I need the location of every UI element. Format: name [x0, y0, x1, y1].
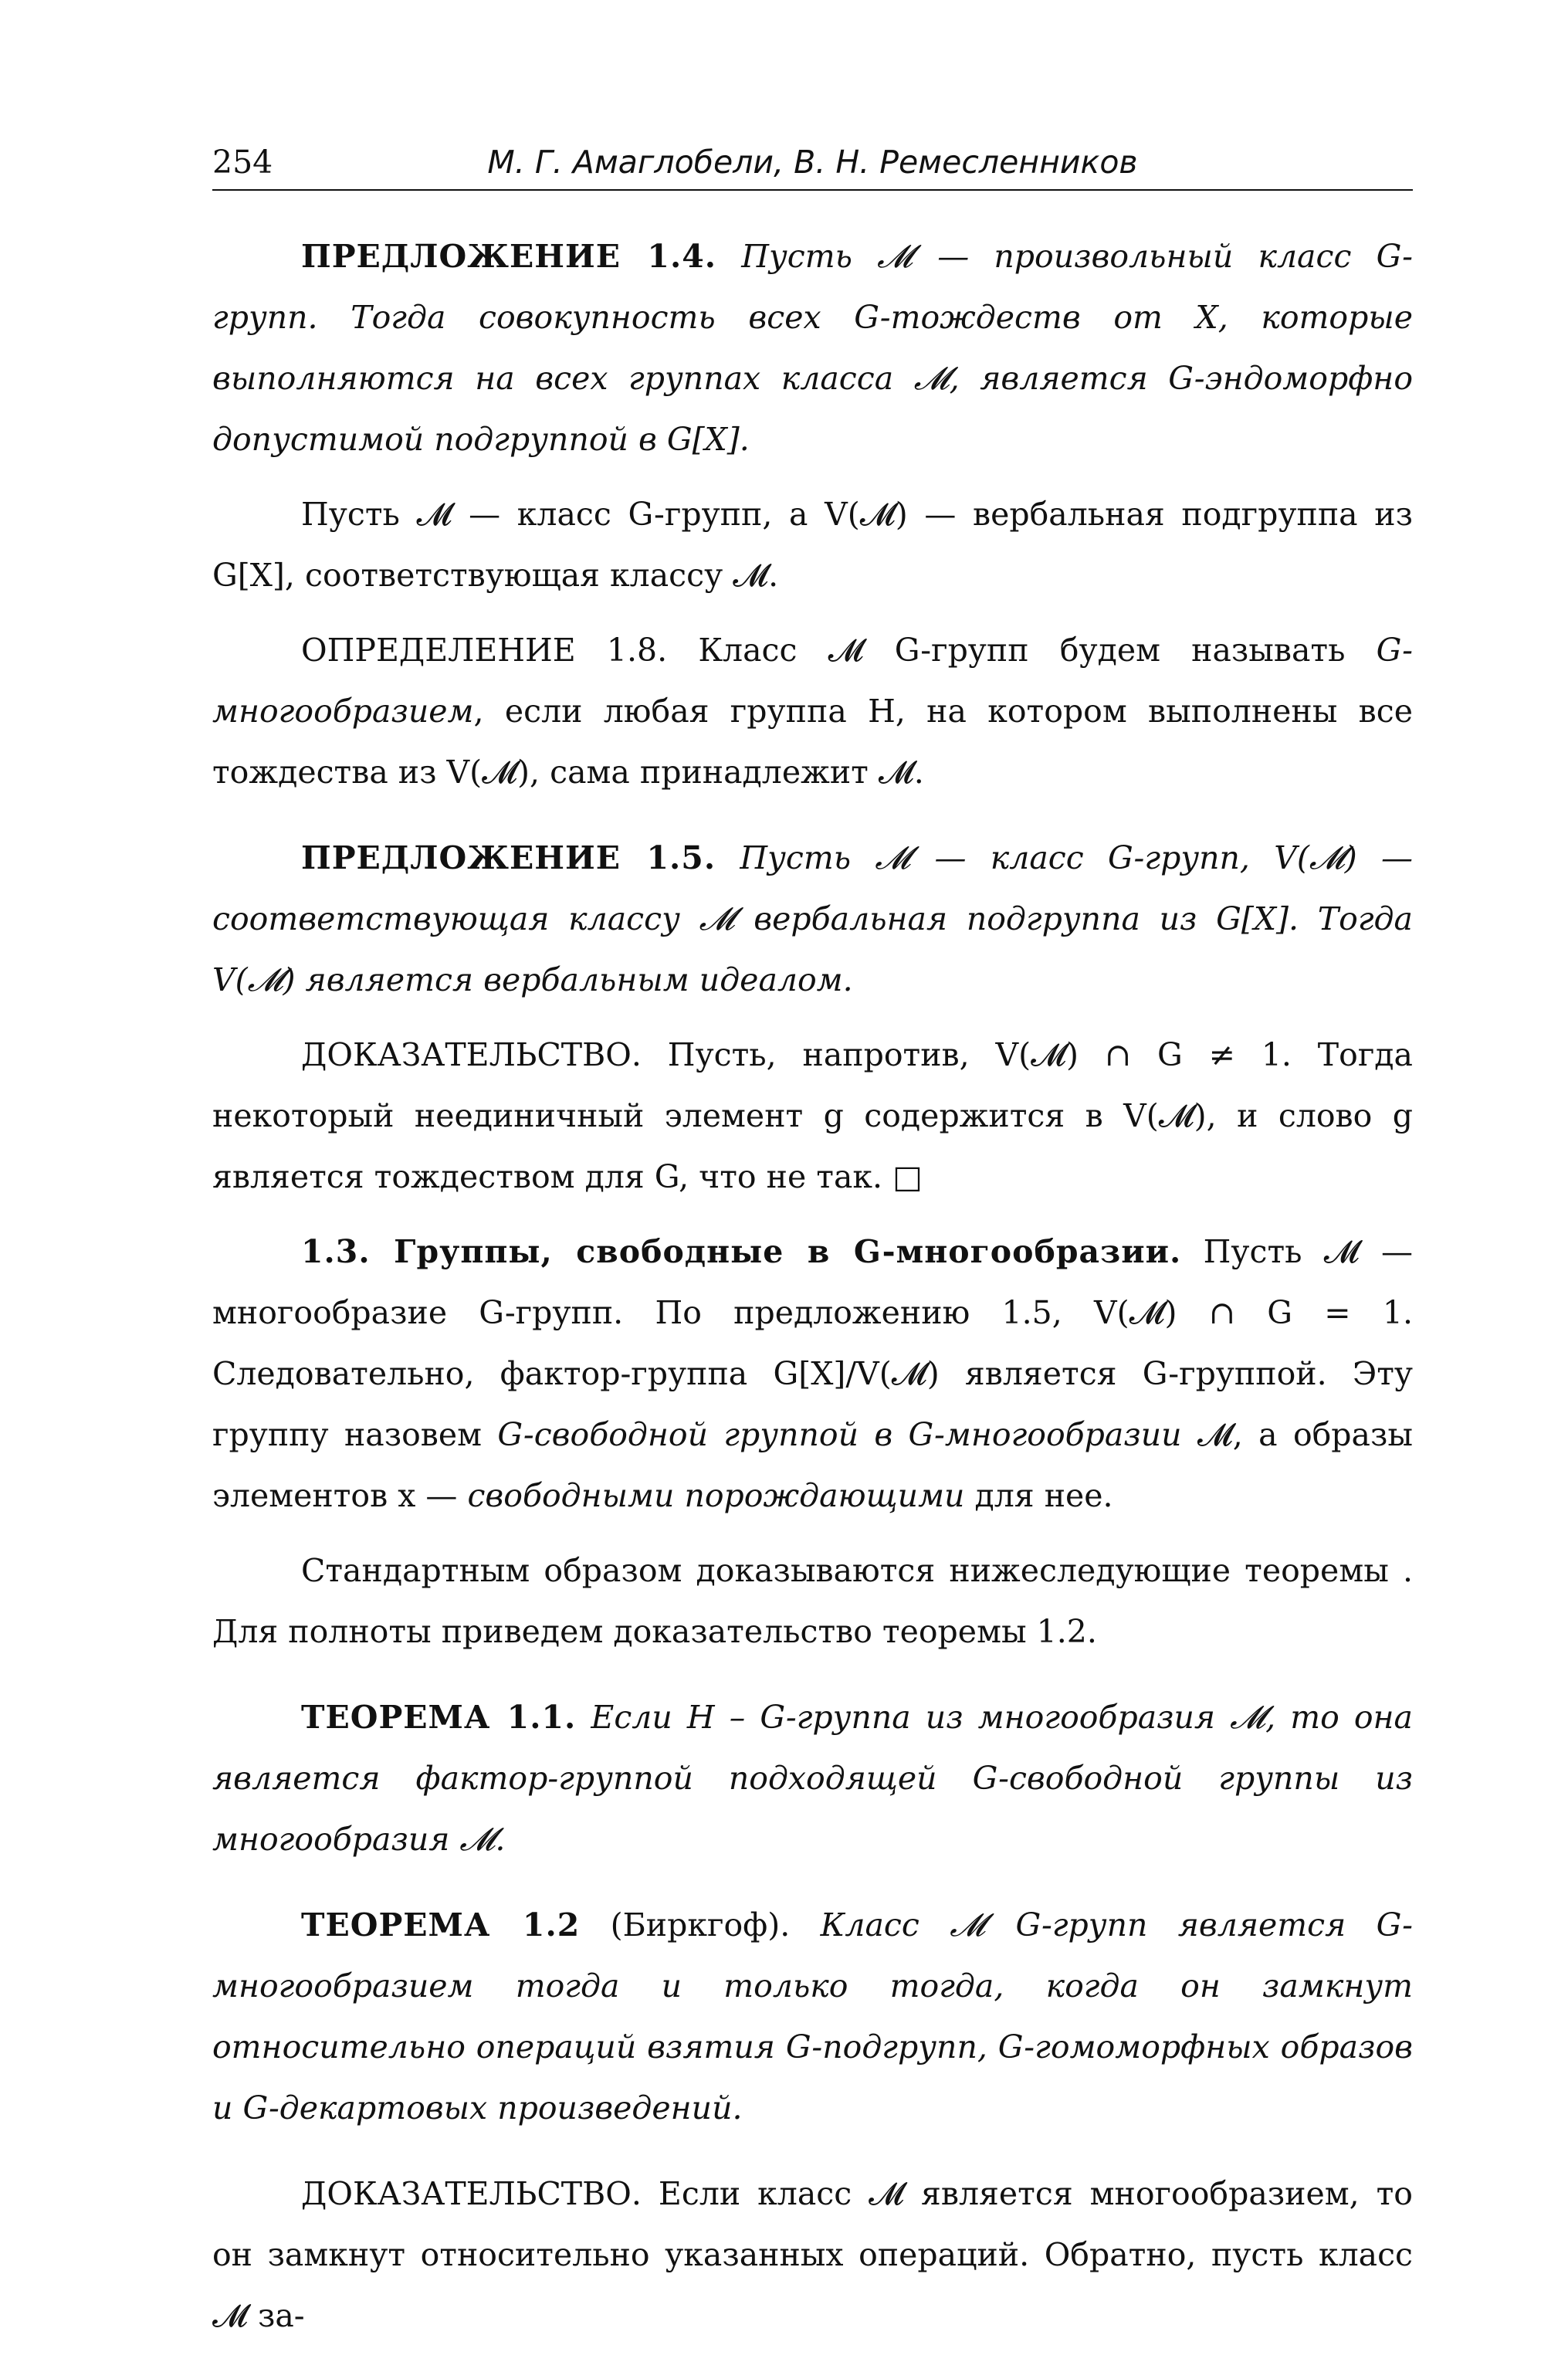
section-1-3-text-c: для нее.	[964, 1477, 1113, 1514]
definition-1-8-text-a: Класс 𝓜 G-групп будем называть	[698, 632, 1377, 669]
proposition-1-5-heading: ПРЕДЛОЖЕНИЕ 1.5.	[301, 839, 716, 876]
page-body	[212, 226, 1413, 2347]
theorem-1-1-text: Если H – G-группа из многообразия 𝓜, то она является фактор-группой подходящей G-свободной группы из многообразия 𝓜.	[212, 1699, 1413, 1858]
theorem-1-1-heading: ТЕОРЕМА 1.1.	[301, 1699, 577, 1736]
standard-theorems-text: Стандартным образом доказываются нижеследующие теоремы . Для полноты приведем доказательство теоремы 1.2.	[212, 1552, 1413, 1650]
definition-1-8	[212, 620, 1413, 803]
theorem-1-2-text: Класс 𝓜 G-групп является G-многообразием тогда и только тогда, когда он замкнут относительно операций взятия G-подгрупп, G-гомоморфных образов и G-декартовых произведений.	[212, 1906, 1413, 2127]
proposition-1-4-heading: ПРЕДЛОЖЕНИЕ 1.4.	[301, 238, 717, 275]
page	[212, 135, 1413, 2360]
proof-2-text: Если класс 𝓜 является многообразием, то он замкнут относительно указанных операций. Обратно, пусть класс 𝓜 за-	[212, 2175, 1413, 2334]
proof-1-text: Пусть, напротив, V(𝓜) ∩ G ≠ 1. Тогда некоторый неединичный элемент g содержится в V(𝓜), и слово g является тождеством для G, что не так. □	[212, 1036, 1413, 1195]
theorem-1-2	[212, 1895, 1413, 2139]
standard-theorems-paragraph	[212, 1540, 1413, 1662]
proof-1-heading: ДОКАЗАТЕЛЬСТВО.	[301, 1036, 642, 1073]
section-1-3-heading: 1.3. Группы, свободные в G-многообразии.	[301, 1233, 1182, 1270]
proof-2	[212, 2164, 1413, 2347]
page-number: 254	[212, 144, 273, 181]
proposition-1-5	[212, 828, 1413, 1011]
section-1-3-text-a: Пусть 𝓜 — многообразие G-групп. По предложению 1.5, V(𝓜) ∩ G = 1. Следовательно, фактор-группа G[X]/V(𝓜) является G-группой. Эту группу назовем	[212, 1233, 1413, 1453]
definition-1-8-text-b: , если любая группа H, на котором выполнены все тождества из V(𝓜), сама принадлежит 𝓜.	[212, 693, 1413, 791]
section-1-3	[212, 1222, 1413, 1527]
proof-1	[212, 1025, 1413, 1208]
section-1-3-term-b: свободными порождающими	[467, 1477, 965, 1514]
page-header	[212, 135, 1413, 191]
verbal-subgroup-paragraph	[212, 484, 1413, 606]
section-1-3-text-b: 𝓜, а образы элементов x —	[212, 1416, 1413, 1514]
theorem-1-2-heading: ТЕОРЕМА 1.2	[301, 1906, 581, 1944]
running-title: М. Г. Амаглобели, В. Н. Ремесленников	[487, 144, 1138, 181]
definition-1-8-term: G-многообразием	[212, 632, 1413, 730]
definition-1-8-heading: ОПРЕДЕЛЕНИЕ 1.8.	[301, 632, 668, 669]
proposition-1-4-text: Пусть 𝓜 — произвольный класс G-групп. Тогда совокупность всех G-тождеств от X, которые выполняются на всех группах класса 𝓜, является G-эндоморфно допустимой подгруппой в G[X].	[212, 238, 1413, 458]
proof-2-heading: ДОКАЗАТЕЛЬСТВО.	[301, 2175, 642, 2212]
section-1-3-term-a: G-свободной группой в G-многообразии	[497, 1416, 1182, 1453]
proposition-1-5-text: Пусть 𝓜 — класс G-групп, V(𝓜) — соответствующая классу 𝓜 вербальная подгруппа из G[X]. Тогда V(𝓜) является вербальным идеалом.	[212, 839, 1413, 998]
verbal-subgroup-text: Пусть 𝓜 — класс G-групп, а V(𝓜) — вербальная подгруппа из G[X], соответствующая классу 𝓜.	[212, 496, 1413, 594]
theorem-1-1	[212, 1687, 1413, 1870]
theorem-1-2-attribution: (Биркгоф).	[610, 1906, 791, 1944]
proposition-1-4	[212, 226, 1413, 470]
